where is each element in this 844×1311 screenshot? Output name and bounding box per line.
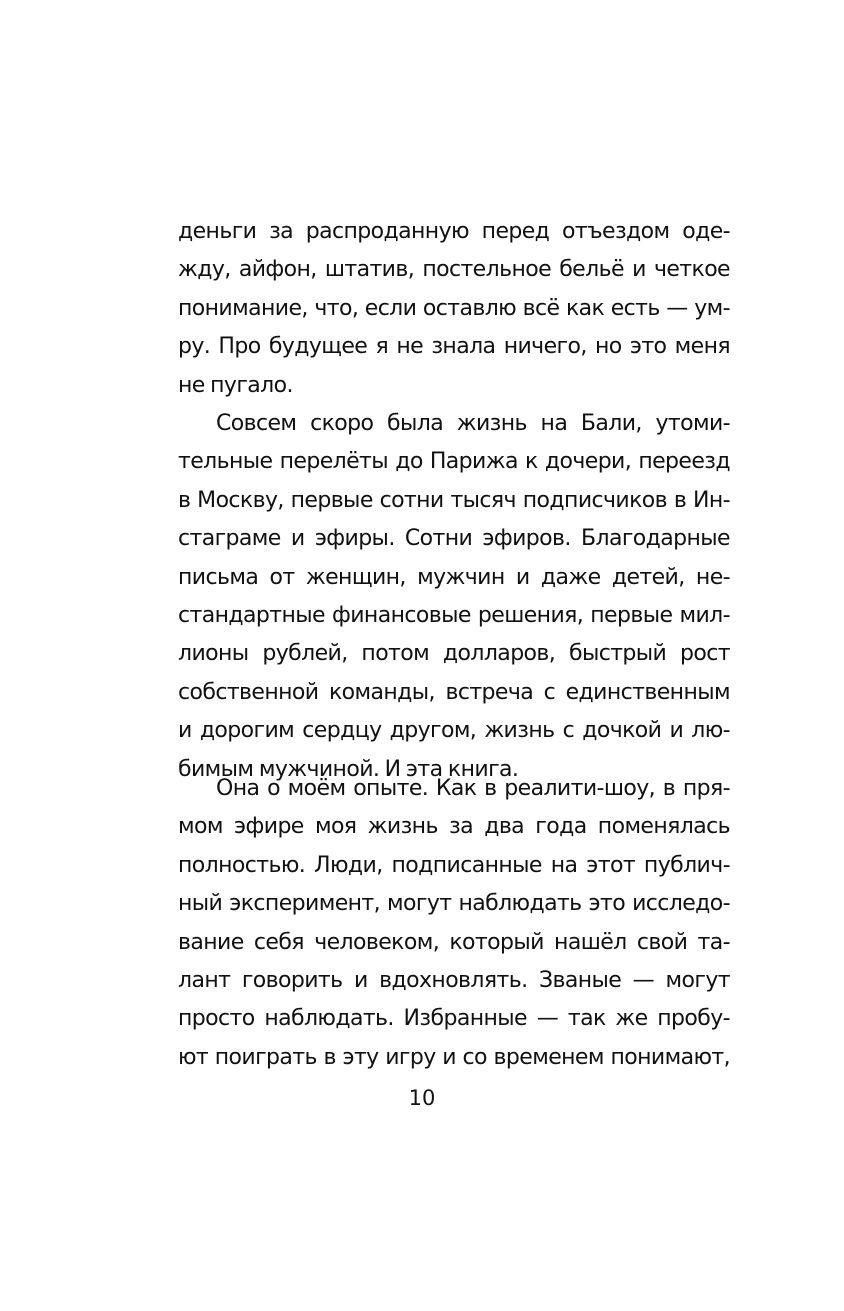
text-line: полностью. Люди, подписанные на этот публич- (178, 852, 730, 878)
text-line: в Москву, первые сотни тысяч подписчиков в Ин- (178, 487, 730, 513)
text-line: лант говорить и вдохновлять. Званые — могут (178, 967, 730, 993)
text-line: и дорогим сердцу другом, жизнь с дочкой и лю- (178, 718, 730, 744)
text-line: стаграме и эфиры. Сотни эфиров. Благодарные (178, 526, 730, 552)
text-line: вание себя человеком, который нашёл свой та- (178, 929, 730, 955)
text-line: стандартные финансовые решения, первые мил- (178, 602, 730, 628)
paragraph-1 (178, 213, 730, 405)
text-line: собственной команды, встреча с единственным (178, 679, 730, 705)
text-line: Совсем скоро была жизнь на Бали, утоми- (216, 411, 730, 436)
text-line: бимым мужчиной. И эта книга. (178, 756, 519, 782)
paragraph-3 (178, 770, 730, 1077)
text-line: письма от женщин, мужчин и даже детей, не- (178, 564, 730, 590)
text-line: просто наблюдать. Избранные — так же пробу- (178, 1006, 730, 1032)
text-line: понимание, что, если оставлю всё как есть — ум- (178, 295, 730, 321)
text-line: Она о моём опыте. Как в реалити-шоу, в пря- (216, 776, 730, 801)
text-line: тельные перелёты до Парижа к дочери, переезд (178, 449, 730, 475)
text-line: не пугало. (178, 372, 293, 398)
text-line: жду, айфон, штатив, постельное бельё и четкое (178, 257, 730, 283)
page-number: 10 (408, 1086, 436, 1110)
text-line: лионы рублей, потом долларов, быстрый рост (178, 641, 730, 667)
text-line: ру. Про будущее я не знала ничего, но это меня (178, 334, 730, 360)
text-line: ный эксперимент, могут наблюдать это исследо- (178, 891, 730, 917)
paragraph-2 (178, 405, 730, 789)
text-line: мом эфире моя жизнь за два года поменялась (178, 814, 730, 840)
text-line: деньги за распроданную перед отъездом оде- (178, 219, 730, 244)
text-line: ют поиграть в эту игру и со временем понимают, (178, 1044, 730, 1070)
